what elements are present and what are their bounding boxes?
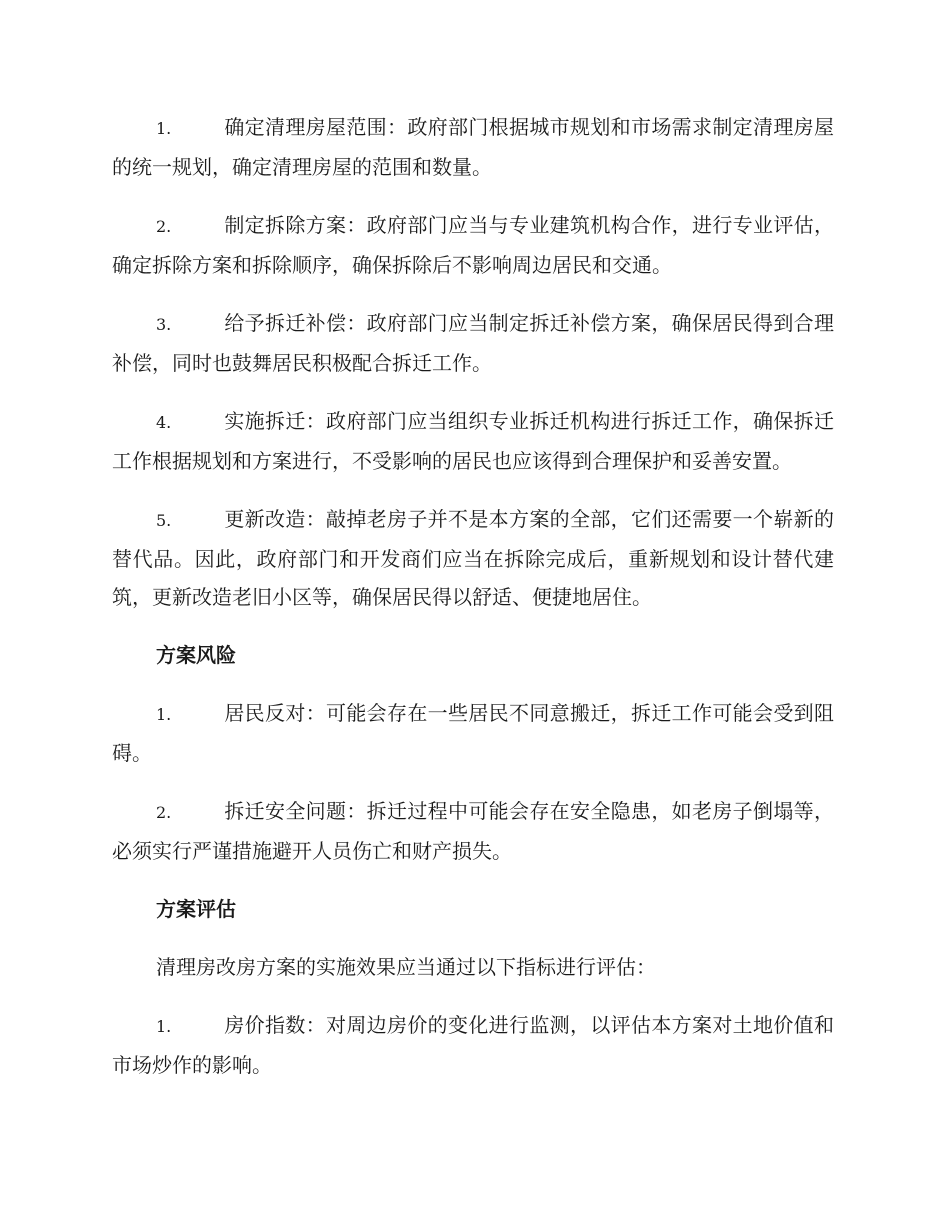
evaluation-intro: 清理房改房方案的实施效果应当通过以下指标进行评估： bbox=[156, 955, 656, 979]
list-number: 4. bbox=[156, 413, 172, 432]
section-heading-risk: 方案风险 bbox=[156, 643, 236, 667]
list-text: 房价指数：对周边房价的变化进行监测，以评估本方案对土地价值和市场炒作的影响。 bbox=[112, 1013, 834, 1077]
list-item bbox=[112, 206, 834, 284]
list-text: 居民反对：可能会存在一些居民不同意搬迁，拆迁工作可能会受到阻碍。 bbox=[112, 701, 834, 765]
list-number: 1. bbox=[156, 1017, 172, 1036]
list-text: 更新改造：敲掉老房子并不是本方案的全部，它们还需要一个崭新的替代品。因此，政府部门和开发商们应当在拆除完成后，重新规划和设计替代建筑，更新改造老旧小区等，确保居民得以舒适、便捷地居住。 bbox=[112, 507, 834, 609]
list-item bbox=[112, 500, 834, 616]
list-item bbox=[112, 694, 834, 772]
list-text: 给予拆迁补偿：政府部门应当制定拆迁补偿方案，确保居民得到合理补偿，同时也鼓舞居民积极配合拆迁工作。 bbox=[112, 311, 834, 375]
list-number: 1. bbox=[156, 119, 172, 138]
list-item bbox=[112, 108, 834, 186]
list-item bbox=[112, 402, 834, 480]
list-number: 2. bbox=[156, 217, 172, 236]
list-text: 制定拆除方案：政府部门应当与专业建筑机构合作，进行专业评估，确定拆除方案和拆除顺序，确保拆除后不影响周边居民和交通。 bbox=[112, 213, 834, 277]
list-number: 2. bbox=[156, 803, 172, 822]
list-number: 3. bbox=[156, 315, 172, 334]
section-heading-evaluation: 方案评估 bbox=[156, 897, 236, 921]
list-item bbox=[112, 304, 834, 382]
list-number: 5. bbox=[156, 511, 172, 530]
document-body bbox=[112, 108, 834, 1104]
list-text: 实施拆迁：政府部门应当组织专业拆迁机构进行拆迁工作，确保拆迁工作根据规划和方案进行，不受影响的居民也应该得到合理保护和妥善安置。 bbox=[112, 409, 834, 473]
list-number: 1. bbox=[156, 705, 172, 724]
list-text: 拆迁安全问题：拆迁过程中可能会存在安全隐患，如老房子倒塌等，必须实行严谨措施避开人员伤亡和财产损失。 bbox=[112, 799, 834, 863]
list-item bbox=[112, 1006, 834, 1084]
list-text: 确定清理房屋范围：政府部门根据城市规划和市场需求制定清理房屋的统一规划，确定清理房屋的范围和数量。 bbox=[112, 115, 834, 179]
list-item bbox=[112, 792, 834, 870]
